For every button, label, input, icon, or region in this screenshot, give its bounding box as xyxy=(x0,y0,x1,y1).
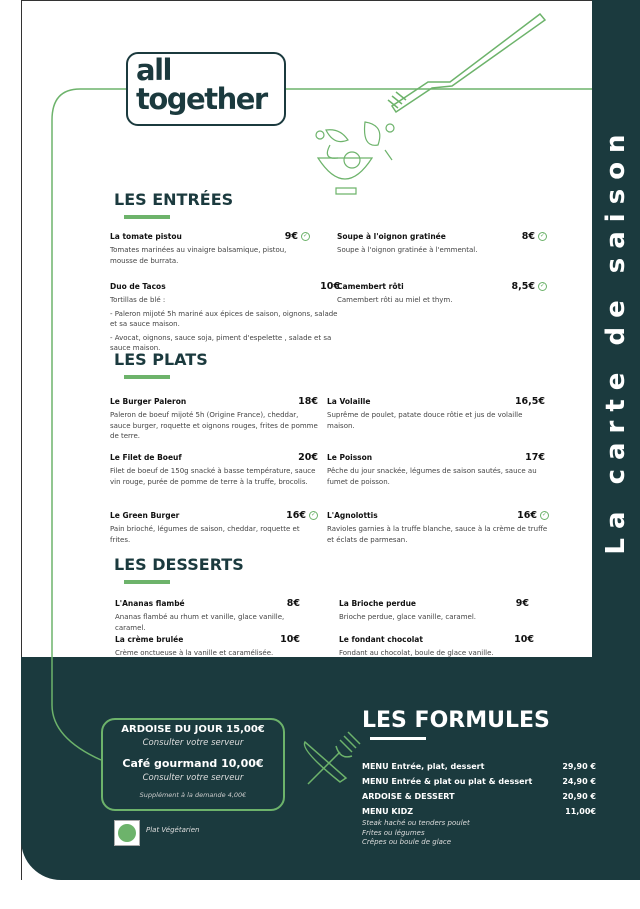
formule-price: 11,00€ xyxy=(565,807,596,816)
menu-item xyxy=(337,281,547,306)
vegetarian-check-icon: ✓ xyxy=(539,282,546,289)
formule-price: 24,90 € xyxy=(562,777,596,786)
item-name: La crème brulée xyxy=(115,635,184,644)
item-description: Tomates marinées au vinaigre balsamique, pistou, mousse de burrata. xyxy=(110,246,287,265)
section-entrees-title: LES ENTRÉES xyxy=(114,190,233,219)
item-description: Suprême de poulet, patate douce rôtie et jus de volaille maison. xyxy=(327,411,523,430)
cafe-title: Café gourmand 10,00€ xyxy=(122,757,264,770)
item-description: Tortillas de blé : xyxy=(110,296,166,304)
item-price: 17€ xyxy=(525,452,545,463)
menu-item xyxy=(339,634,534,659)
item-description: Fondant au chocolat, boule de glace vanille. xyxy=(339,649,494,657)
item-price: 16€ xyxy=(286,510,306,521)
item-description: - Avocat, oignons, sauce soja, piment d'espelette , salade et sa sauce maison. xyxy=(110,333,332,352)
item-price: 9€ xyxy=(515,598,529,609)
formule-row xyxy=(362,762,596,771)
item-name: L'Ananas flambé xyxy=(115,599,185,608)
ardoise-sub: Consulter votre serveur xyxy=(142,738,244,748)
logo-line2: together xyxy=(136,82,267,116)
menu-item xyxy=(115,634,300,659)
item-price: 10€ xyxy=(514,634,534,645)
cafe-sub: Consulter votre serveur xyxy=(142,773,244,783)
menu-item xyxy=(115,598,300,633)
item-price: 16€ xyxy=(517,510,537,521)
formule-label: MENU KIDZ xyxy=(362,807,414,816)
item-name: Le Burger Paleron xyxy=(110,397,187,406)
menu-item xyxy=(327,396,545,431)
side-title: La carte de saison xyxy=(601,125,631,555)
item-description: Ravioles garnies à la truffe blanche, sauce à la crème de truffe et éclats de parmesan. xyxy=(327,525,548,544)
item-name: Le fondant chocolat xyxy=(339,635,423,644)
item-price: 20€ xyxy=(298,452,318,463)
item-description: Ananas flambé au rhum et vanille, glace vanille, caramel. xyxy=(115,613,285,632)
salad-bowl-icon xyxy=(316,122,394,194)
item-name: Le Green Burger xyxy=(110,511,180,520)
cutlery-icon xyxy=(304,732,360,784)
formule-row xyxy=(362,777,596,786)
formule-row xyxy=(362,792,596,801)
vegetarian-check-icon: ✓ xyxy=(302,232,309,239)
formules-title: LES FORMULES xyxy=(362,708,550,740)
item-description: Crème onctueuse à la vanille et caramélisée. xyxy=(115,649,274,657)
item-price: 8€ xyxy=(521,231,535,242)
item-price: 8€ xyxy=(286,598,300,609)
vegetarian-badge-icon xyxy=(114,820,140,846)
vegetarian-check-icon: ✓ xyxy=(539,232,546,239)
ardoise-title: ARDOISE DU JOUR 15,00€ xyxy=(121,724,265,735)
item-description: - Paleron mijoté 5h mariné aux épices de saison, oignons, salade et sa sauce maison. xyxy=(110,309,338,328)
kidz-line: Frites ou légumes xyxy=(362,828,425,837)
formule-label: MENU Entrée, plat, dessert xyxy=(362,762,485,771)
vegetarian-check-icon: ✓ xyxy=(541,511,548,518)
item-description: Paleron de boeuf mijoté 5h (Origine France), cheddar, sauce burger, roquette et oignons rouges, frites de pomme de terre. xyxy=(110,411,318,440)
formule-label: MENU Entrée & plat ou plat & dessert xyxy=(362,777,533,786)
kidz-details xyxy=(362,819,470,848)
item-name: Soupe à l'oignon gratinée xyxy=(337,232,446,241)
menu-item xyxy=(110,231,310,266)
item-name: La Brioche perdue xyxy=(339,599,417,608)
item-name: Camembert rôti xyxy=(337,282,404,291)
item-price: 18€ xyxy=(298,396,318,407)
brand-logo xyxy=(126,52,286,126)
item-description: Soupe à l'oignon gratinée à l'emmental. xyxy=(337,246,478,254)
item-description: Brioche perdue, glace vanille, caramel. xyxy=(339,613,476,621)
kidz-line: Crêpes ou boule de glace xyxy=(362,838,452,846)
item-name: L'Agnolottis xyxy=(327,511,378,520)
item-description: Pêche du jour snackée, légumes de saison sautés, sauce au fumet de poisson. xyxy=(327,467,537,486)
item-description: Camembert rôti au miel et thym. xyxy=(337,296,453,304)
menu-item xyxy=(327,510,549,545)
formule-label: ARDOISE & DESSERT xyxy=(362,792,455,801)
section-plats-title: LES PLATS xyxy=(114,350,208,379)
item-name: La tomate pistou xyxy=(110,232,182,241)
section-desserts-title: LES DESSERTS xyxy=(114,555,244,584)
formule-row xyxy=(362,807,596,816)
item-name: Duo de Tacos xyxy=(110,282,166,291)
kidz-line: Steak haché ou tenders poulet xyxy=(362,819,470,827)
menu-item xyxy=(337,231,547,256)
menu-item xyxy=(327,452,545,487)
logo-line1: all xyxy=(136,53,171,87)
item-price: 8,5€ xyxy=(511,281,535,292)
item-price: 16,5€ xyxy=(514,396,545,407)
menu-item xyxy=(110,396,318,442)
ardoise-note: Supplément à la demande 4,00€ xyxy=(139,791,247,799)
menu-item xyxy=(339,598,529,623)
ardoise-box xyxy=(101,718,285,811)
item-price: 9€ xyxy=(284,231,298,242)
formule-price: 29,90 € xyxy=(562,762,596,771)
item-price: 10€ xyxy=(320,281,340,292)
fork-icon xyxy=(388,14,545,112)
formule-price: 20,90 € xyxy=(562,792,596,801)
item-description: Filet de boeuf de 150g snacké à basse température, sauce vin rouge, purée de pomme de terre à la truffe, brocolis. xyxy=(110,467,316,486)
item-description: Pain brioché, légumes de saison, cheddar, roquette et frites. xyxy=(110,525,300,544)
item-name: Le Poisson xyxy=(327,453,373,462)
menu-item xyxy=(110,510,318,545)
item-name: Le Filet de Boeuf xyxy=(110,453,182,462)
vegetarian-check-icon: ✓ xyxy=(310,511,317,518)
item-price: 10€ xyxy=(280,634,300,645)
vegetarian-legend: Plat Végétarien xyxy=(146,826,200,834)
menu-item xyxy=(110,281,340,354)
menu-item xyxy=(110,452,318,487)
item-name: La Volaille xyxy=(327,397,371,406)
